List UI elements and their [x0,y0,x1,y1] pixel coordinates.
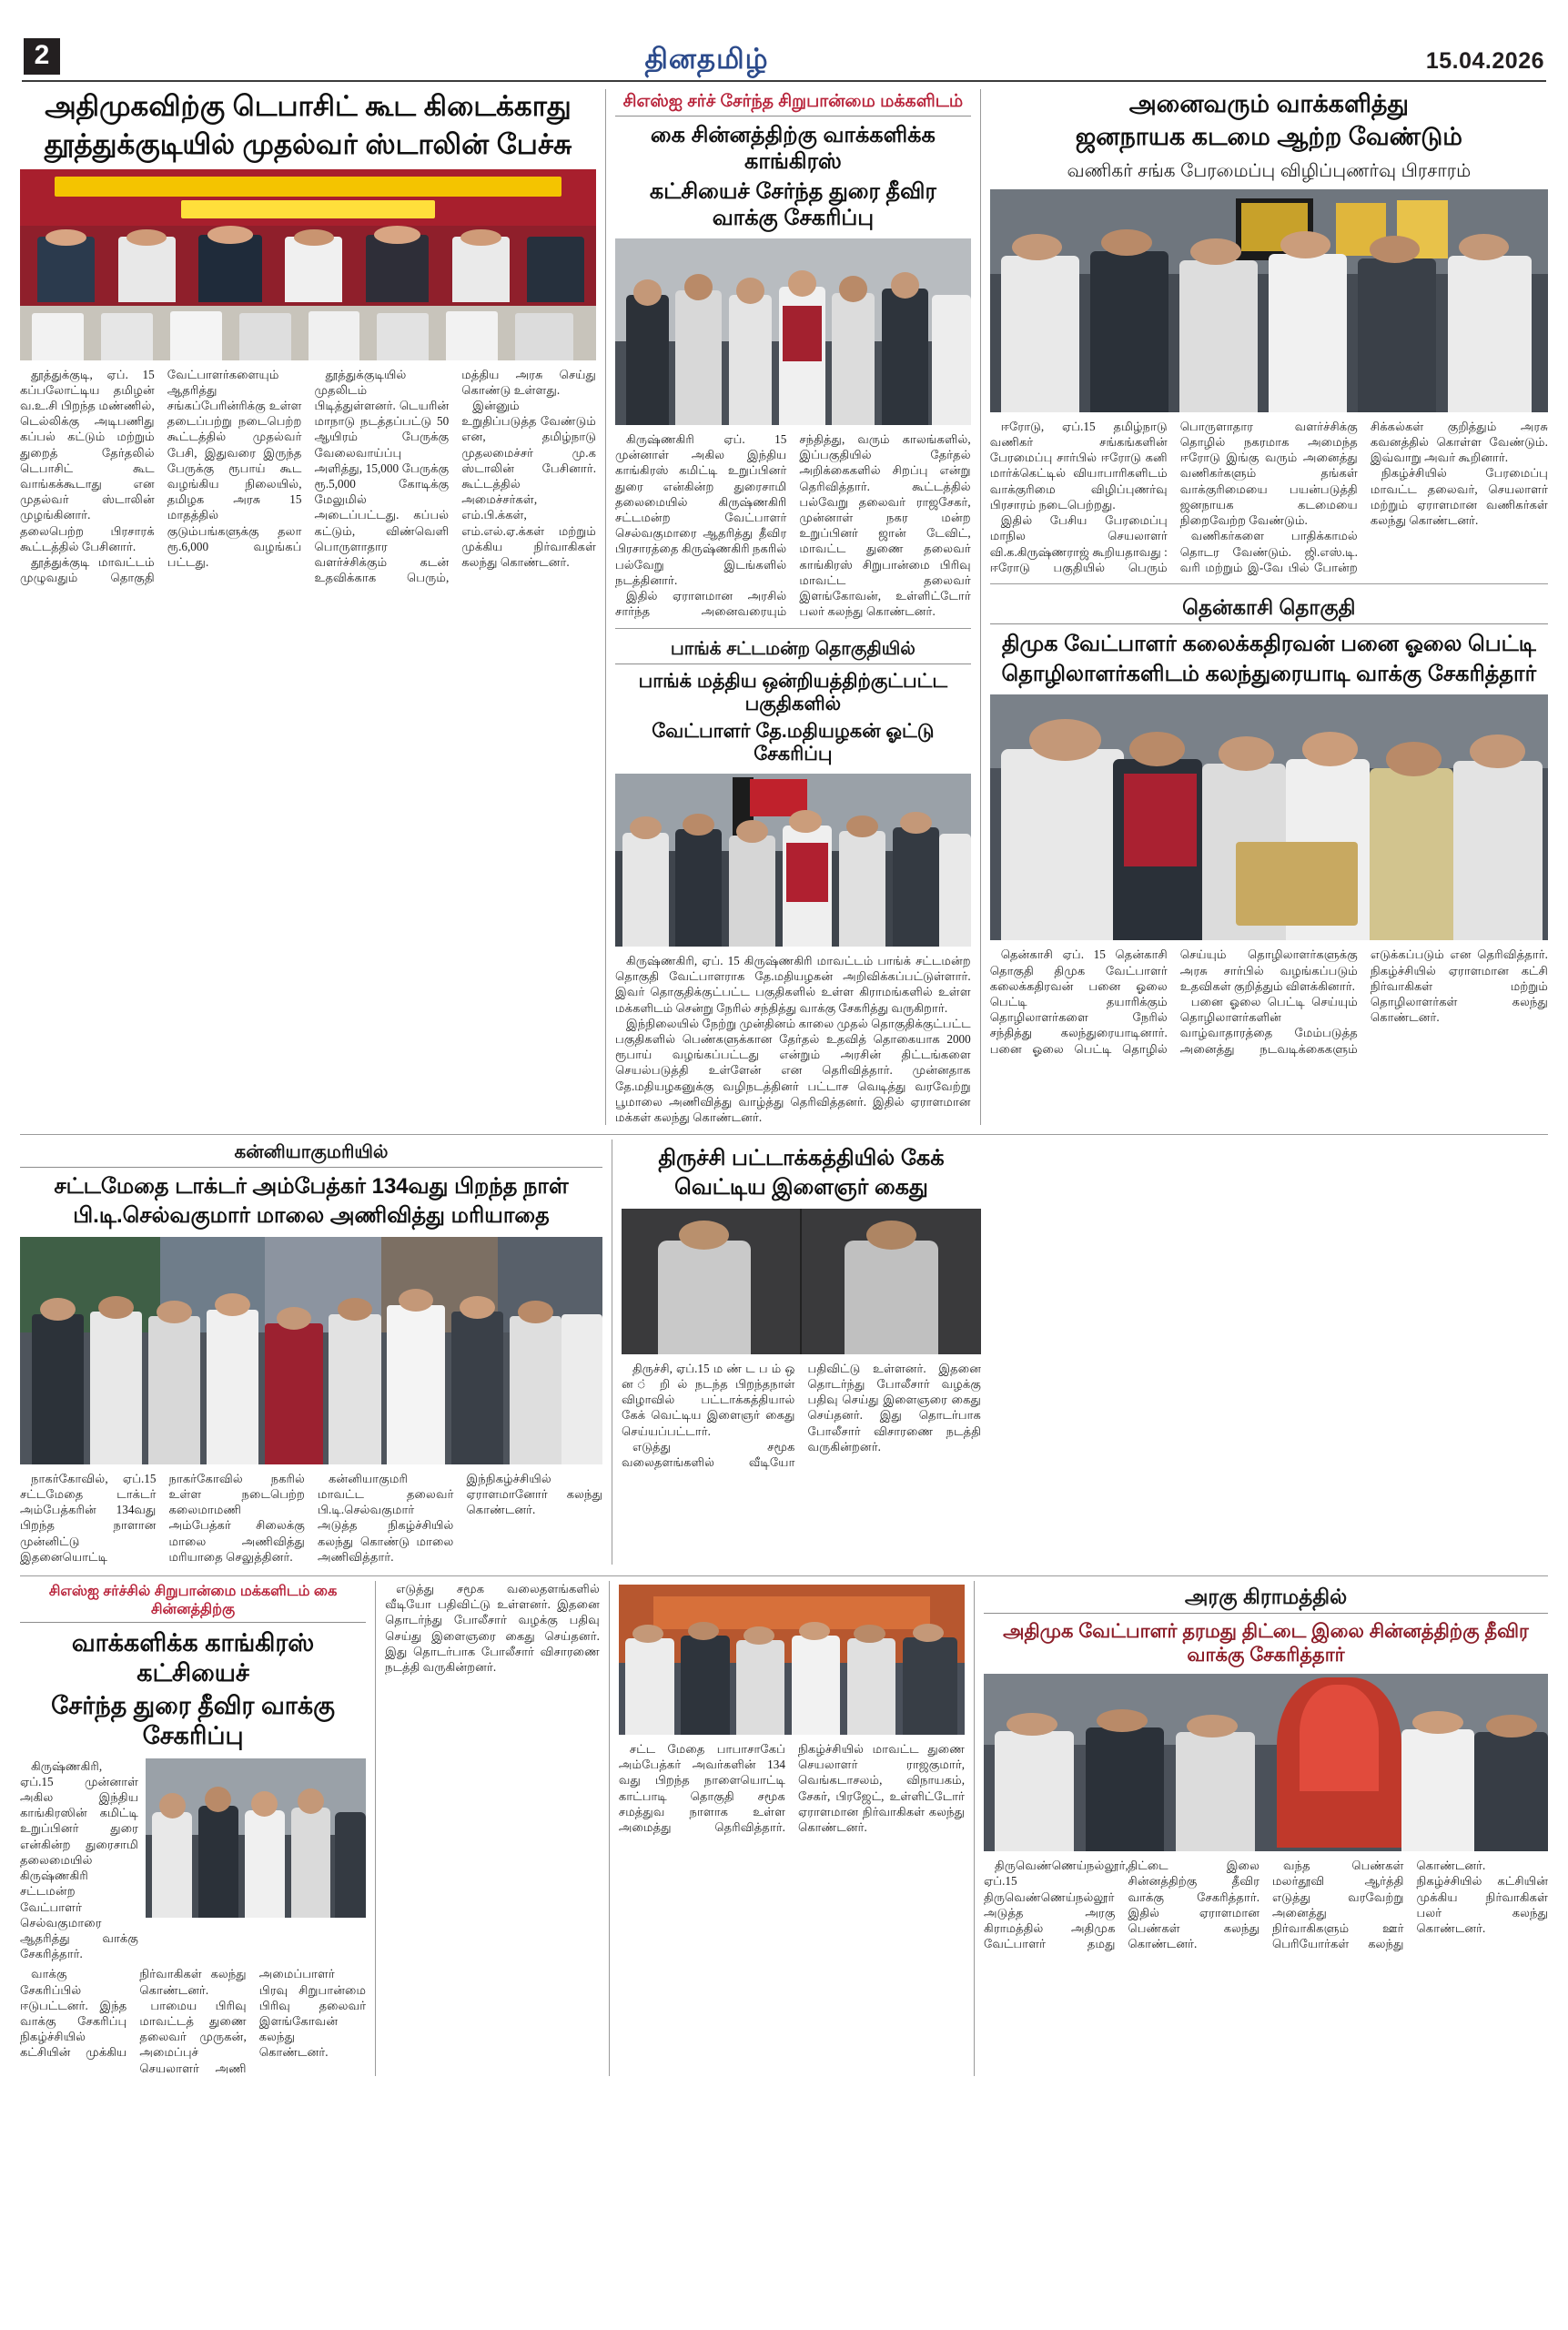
kanniyakumari-headline-line1: சட்டமேதை டாக்டர் அம்பேத்கர் 134வது பிறந்த நாள் [54,1174,569,1200]
bottom-mid2-article [619,1581,965,2076]
trichy-para-2: எடுத்து சமூக வலைதளங்களில் வீடியோ பதிவிட்டு உள்ளனர். இதனை தொடர்ந்து போலீசார் வழக்கு பதிவு செய்து இளைஞரை கைது செய்தனர். இது தொடர்பாக போலீசார் விசாரணை நடத்தி வருகின்றனர். [622,1361,981,1469]
thenkasi-headline-line2: தொழிலாளர்களிடம் கலந்துரையாடி வாக்கு சேகரித்தார் [1001,662,1537,687]
kanniyakumari-para-2: கன்னியாகுமரி மாவட்ட தலைவர் பி.டி.செல்வகுமார் அடுத்த நிகழ்ச்சியில் கலந்து கொண்டு மாலை அணிவித்தார். இந்நிகழ்ச்சியில் ஏராளமானோர் கலந்து கொண்டனர். [318,1471,602,1564]
trichy-headline-line2: வெட்டிய இளைஞர் கைது [674,1175,928,1200]
bottom-right-para-1: திருவெண்ணெய்நல்லூர், ஏப்.15 திருவெண்ணெய்நல்லூர் அடுத்த அரகு கிராமத்தில் அதிமுக வேட்பாளர் தமது திட்டை இலை சின்னத்திற்கு தீவிர வாக்கு சேகரித்தார். இதில் ஏராளமான பெண்கள் கலந்து கொண்டனர். [984,1859,1260,1951]
lead-headline-line2: தூத்துக்குடியில் முதல்வர் ஸ்டாலின் பேச்சு [44,127,572,160]
trichy-body [622,1361,981,1470]
bottom-right-article [984,1581,1548,2076]
bottom-left-photo [146,1758,366,1918]
lead-body [20,367,596,586]
column-divider-6 [974,1581,975,2076]
mid-top-headline-line1: கை சின்னத்திற்கு வாக்களிக்க காங்கிரஸ் [650,123,936,175]
bottom-left-para-2: வாக்கு சேகரிப்பில் ஈடுபட்டனர். இந்த வாக்கு சேகரிப்பு நிகழ்ச்சியில் கட்சியின் முக்கிய நிர்வாகிகள் கலந்து கொண்டனர். [20,1967,247,2060]
right-top-photo [990,189,1548,412]
bottom-right-section-label: அரகு கிராமத்தில் [984,1581,1548,1614]
right-top-para-4: நிகழ்ச்சியில் பேரமைப்பு மாவட்ட தலைவர், செயலாளர் மற்றும் ஏராளமான வணிகர்கள் கலந்து கொண்டனர். [1370,466,1548,528]
mid-top-headline-line2: கட்சியைச் சேர்ந்த துரை தீவிர வாக்கு சேகரிப்பு [649,178,936,230]
mid-divider [615,628,971,629]
bottom-mid-body-top [385,1581,600,1675]
bottom-right-headline: அதிமுக வேட்பாளர் தரமது திட்டை இலை சின்னத்திற்கு தீவிர வாக்கு சேகரித்தார் [1003,1620,1529,1666]
column-divider-2 [980,89,981,1125]
bottom-mid2-photo [619,1585,965,1735]
lead-para-1: தூத்துக்குடி, ஏப். 15 கப்பலோட்டிய தமிழன் வ.உ.சி பிறந்த மண்ணில், டெல்லிக்கு அடிபணிது கப்பல் கட்டும் மற்றும் துறைத் தேர்தலில் டெபாசிட் கூட வாங்கக்கூடாது என முதல்வர் ஸ்டாலின் முழங்கினார். தலைபெற்ற பிரசாரக் கூட்டத்தில் பேசினார். [20,367,155,553]
kanniyakumari-headline-line2: பி.டி.செல்வகுமார் மாலை அணிவித்து மரியாதை [73,1203,550,1229]
paper-title: தினதமிழ் [644,43,769,75]
lead-para-2: தூத்துக்குடி மாவட்டம் முழுவதும் தொகுதி வேட்பாளர்களையும் ஆதரித்து சங்கப்பேரின்ரிக்கு உள்ள தடைப்பற்று நடைபெற்ற கூட்டத்தில் முதல்வர் பேசி, இதுவரை இருந்த பேருக்கு ரூபாய் கூட வழங்கிய நிலையில், தமிழக அரசு 15 மாதத்தில் குடும்பங்களுக்கு தலா ரூ.6,000 வழங்கப் பட்டது. [20,367,302,585]
bottom-left-para-1: கிருஷ்ணகிரி, ஏப்.15 முன்னாள் அகில இந்திய காங்கிரஸின் கமிட்டி உறுப்பினர் துரை என்கின்ற துரைசாமி தலைமையில் கிருஷ்ணகிரி சட்டமன்ற வேட்பாளர் செல்வகுமாரை ஆதரித்து வாக்கு சேகரித்தார். [20,1758,138,1961]
right-top-subhead: வணிகர் சங்க பேரமைப்பு விழிப்புணர்வு பிரசாரம் [1067,160,1472,181]
kanniyakumari-photo [20,1237,602,1464]
bottom-mid2-para-1: சட்ட மேதை பாபாசாகேப் அம்பேத்கர் அவர்களின் 134 வது பிறந்த நாளையொட்டி காட்பாடி தொகுதி சமூக சமத்துவ நாளாக உள்ள அமைத்து தெரிவித்தார். நிகழ்ச்சியில் மாவட்ட துணை செயலாளர் ராஜகுமார், வெங்கடாசலம், விநாயகம், சேகர், பிரஜேட், உள்ளிட்டோர் ஏராளமான நிர்வாகிகள் கலந்து கொண்டனர். [618,1741,966,1834]
mid-top-kicker: சிஎஸ்ஐ சர்ச் சேர்ந்த சிறுபான்மை மக்களிடம் [615,89,971,116]
right-divider [990,583,1548,584]
top-section [20,89,1548,1125]
column-divider-4 [375,1581,376,2076]
right-top-para-1: ஈரோடு, ஏப்.15 தமிழ்நாடு வணிகர் சங்கங்களின் பேரமைப்பு சார்பில் ஈரோடு கனி மார்க்கெட்டில் வியாபாரிகளிடம் வாக்குரிமை விழிப்புணர்வு பிரசாரம் நடைபெற்றது. [989,419,1168,512]
mid-top-para-2: இதில் ஏராளமான அரசில் சார்ந்த அனைவரையும் சந்தித்து, வரும் காலங்களில், இப்பகுதியில் தேர்தல் அறிக்கைகளில் சிறப்பு என்று தெரிவித்தார். கூட்டத்தில் பல்வேறு தலைவர் ராஜசேகர், முன்னாள் நகர மன்ற உறுப்பினர் ஜான் டேவிட், மாவட்ட துணை தலைவர் காங்கிரஸ் சிறுபான்மை பிரிவு மாவட்ட தலைவர் இளங்கோவன், உள்ளிட்டோர் பலர் கலந்து கொண்டனர். [615,432,971,619]
thenkasi-para-2: பனை ஓலை பெட்டி செய்யும் தொழிலாளர்களின் வாழ்வாதாரத்தை மேம்படுத்த அனைத்து நடவடிக்கைகளும் எடுக்கப்படும் என தெரிவித்தார். நிகழ்ச்சியில் ஏராளமான கட்சி நிர்வாகிகள் மற்றும் தொழிலாளர்கள் கலந்து கொண்டனர். [1179,947,1548,1056]
band-rule-2 [20,1575,1548,1576]
middle-section [20,1140,1548,1565]
bottom-section [20,1581,1548,2076]
masthead-rule [22,80,1546,82]
right-top-headline-line2: ஜனநாயக கடமை ஆற்ற வேண்டும் [1075,122,1462,150]
right-top-para-3: வணிகர்களை பாதிக்காமல் தொடர வேண்டும். ஜி.எஸ்.டி. வரி மற்றும் இ-வே பில் போன்ற சிக்கல்கள் குறித்தும் அரசு கவனத்தில் கொள்ள வேண்டும். இவ்வாறு அவர் கூறினார். [1179,419,1548,574]
bank-para-1: கிருஷ்ணகிரி, ஏப். 15 கிருஷ்ணகிரி மாவட்டம் பாங்க் சட்டமன்ற தொகுதி வேட்பாளராக தே.மதியழகன் அறிவிக்கப்பட்டுள்ளார். இவர் தொகுதிக்குட்பட்ட பகுதிகளில் உள்ள கிராமங்களில் உள்ள மக்களிடம் சென்று நேரில் சந்தித்து வாக்கு சேகரித்து வருகிறார். [615,953,971,1015]
bottom-left-headline-line2: சேர்ந்த துரை தீவிர வாக்கு சேகரிப்பு [51,1691,335,1749]
lead-article [20,89,596,1125]
mid-top-para-1: கிருஷ்ணகிரி ஏப். 15 முன்னாள் அகில இந்திய காங்கிரஸ் கமிட்டி உறுப்பினர் துரை என்கின்ற துரைசாமி தலைமையில் கிருஷ்ணகிரி சட்டமன்ற வேட்பாளர் செல்வகுமாரை ஆதரித்து தீவிர பிரசாரத்தை கிருஷ்ணகிரி நகரில் பல்வேறு இடங்களில் நடத்தினார். [615,432,787,587]
thenkasi-body [990,947,1548,1056]
lead-para-4: இன்னும் உறுதிப்படுத்த வேண்டும் என, தமிழ்நாடு முதலமைச்சர் மு.க ஸ்டாலின் பேசினார். கூட்டத்தில் அமைச்சர்கள், எம்.பி.க்கள், எம்.எல்.ஏ.க்கள் மற்றும் முக்கிய நிர்வாகிகள் கலந்து கொண்டனர். [461,399,596,570]
right-top-para-2: இதில் பேசிய பேரமைப்பு மாநில செயலாளர் வி.க.கிருஷ்ணராஜ் கூறியதாவது : ஈரோடு பகுதியில் பெரும் பொருளாதார வளர்ச்சிக்கு தொழில் நகரமாக அமைந்த ஈரோடு இங்கு வரும் அனைத்து வணிகர்களும் தங்கள் வாக்குரிமையை பயன்படுத்தி ஜனநாயக கடமையை நிறைவேற்ற வேண்டும். [989,419,1358,574]
right-top-body [990,419,1548,575]
lead-headline-line1: அதிமுகவிற்கு டெபாசிட் கூட கிடைக்காது [45,90,572,122]
right-top-article [990,89,1548,1125]
column-divider-1 [605,89,606,1125]
kanniyakumari-body [20,1471,602,1565]
column-divider-5 [609,1581,610,2076]
bank-headline-line1: பாங்க் மத்திய ஒன்றியத்திற்குட்பட்ட பகுதிகளில் [638,670,948,715]
bank-kicker: பாங்க் சட்டமன்ற தொகுதியில் [615,636,971,664]
trichy-photo [622,1209,981,1354]
trichy-para-1: திருச்சி, ஏப்.15 ம ண் ட ப ம் ஒ ன ் றி ல் நடந்த பிறந்தநாள் விழாவில் பட்டாக்கத்தியால் கேக் வெட்டிய இளைஞர் கைது செய்யப்பட்டார். [622,1361,795,1438]
thenkasi-para-1: தென்காசி ஏப். 15 தென்காசி தொகுதி திமுக வேட்பாளர் கலைக்கதிரவன் பனை ஓலை பெட்டி தயாரிக்கும் தொழிலாளர்களை நேரில் சந்தித்து கலந்துரையாடினார். பனை ஓலை பெட்டி தொழில் செய்யும் தொழிலாளர்களுக்கு அரசு சார்பில் வழங்கப்படும் உதவிகள் குறித்தும் விளக்கினார். [989,947,1358,1056]
bottom-right-para-2: வந்த பெண்கள் மலர்தூவி ஆர்த்தி எடுத்து வரவேற்று அனைத்து நிர்வாகிகளும் ஊர் பெரியோர்கள் கலந்து கொண்டனர். நிகழ்ச்சியில் கட்சியின் முக்கிய நிர்வாகிகள் பலர் கலந்து கொண்டனர். [1272,1859,1549,1951]
bottom-left-article [20,1581,366,2076]
mid-top-photo [615,238,971,425]
right-top-headline-line1: அனைவரும் வாக்களித்து [1128,90,1409,117]
trichy-article [622,1140,981,1565]
mid-top-article [615,89,971,1125]
mid-top-body [615,431,971,619]
bank-headline-line2: வேட்பாளர் தே.மதியழகன் ஓட்டு சேகரிப்பு [652,720,935,765]
masthead [20,27,1548,75]
lead-para-3: தூத்துக்குடியில் முதலிடம் பிடித்துள்ளனர். டெயரின் மாநாடு நடத்தப்பட்டு 50 ஆயிரம் பேருக்கு வேலைவாய்ப்பு அளித்து, 15,000 பேருக்கு ரூ.5,000 கோடிக்கு மேலுமில் அடைப்பட்டது. கப்பல் கட்டும், விண்வெளி பொருளாதார வளர்ச்சிக்கும் கடன் உதவிக்காக பெரும், மத்திய அரசு செய்து கொண்டு உள்ளது. [314,367,596,585]
bottom-mid2-body [619,1741,965,1835]
lead-photo [20,169,596,360]
bank-photo [615,774,971,947]
kanniyakumari-kicker: கன்னியாகுமரியில் [20,1140,602,1168]
bottom-mid-para-1: எடுத்து சமூக வலைதளங்களில் வீடியோ பதிவிட்டு உள்ளனர். இதனை தொடர்ந்து போலீசார் வழக்கு பதிவு செய்து இளைஞரை கைது செய்தனர். இது தொடர்பாக போலீசார் விசாரணை நடத்தி வருகின்றனர். [385,1581,600,1674]
page-date: 15.04.2026 [1425,48,1544,74]
thenkasi-section-label: தென்காசி தொகுதி [990,592,1548,624]
bottom-left-kicker: சிஎஸ்ஐ சர்ச்சில் சிறுபான்மை மக்களிடம் கை சின்னத்திற்கு [20,1581,366,1623]
trichy-headline-line1: திருச்சி பட்டாக்கத்தியில் கேக் [658,1146,945,1171]
kanniyakumari-para-1: நாகர்கோவில், ஏப்.15 சட்டமேதை டாக்டர் அம்பேத்கரின் 134வது பிறந்த நாளான முன்னிட்டு இதனையொட்டி நாகர்கோவில் நகரில் உள்ள நடைபெற்ற கலைமாமணி அம்பேத்கர் சிலைக்கு மாலை அணிவித்து மரியாதை செலுத்தினர். [20,1471,305,1564]
bottom-right-body [984,1858,1548,1951]
thenkasi-headline-line1: திமுக வேட்பாளர் கலைக்கதிரவன் பனை ஓலை பெட்டி [1001,631,1536,656]
bank-body [615,953,971,1125]
bottom-left-body-a [20,1758,138,1962]
bottom-left-headline-line1: வாக்களிக்க காங்கிரஸ் கட்சியைச் [71,1628,315,1687]
page-number: 2 [24,38,60,75]
bank-para-2: இந்நிலையில் நேற்று முன்தினம் காலை முதல் தொகுதிக்குட்பட்ட பகுதிகளில் பெண்களுக்கான தேர்தல் உதவித் தொகையாக 2000 ரூபாய் வழங்கப்பட்டது என்றும் அரசின் திட்டங்களை செயல்படுத்தி உள்ளேன் என தெரிவித்தார். முன்னதாக தே.மதியழகனுக்கு வழிநடத்தினர் பட்டாச வெடித்து வரவேற்று பூமாலை அணிவித்து வாழ்த்து தெரிவித்தனர். இதில் ஏராளமான மக்கள் கலந்து கொண்டனர். [615,1016,971,1124]
band-rule-1 [20,1134,1548,1135]
thenkasi-photo [990,694,1548,940]
bottom-right-photo [984,1674,1548,1851]
kanniyakumari-article [20,1140,602,1565]
bottom-left-body-b [20,1966,366,2075]
bottom-mid-article [385,1581,600,2076]
bottom-left-para-3: பாமைய பிரிவு மாவட்டத் துணை தலைவர் முருகன், அமைப்புச் செயலாளர் அணி அமைப்பாளர் பிரவு சிறுபான்மை பிரிவு தலைவர் இளங்கோவன் கலந்து கொண்டனர். [139,1967,367,2075]
